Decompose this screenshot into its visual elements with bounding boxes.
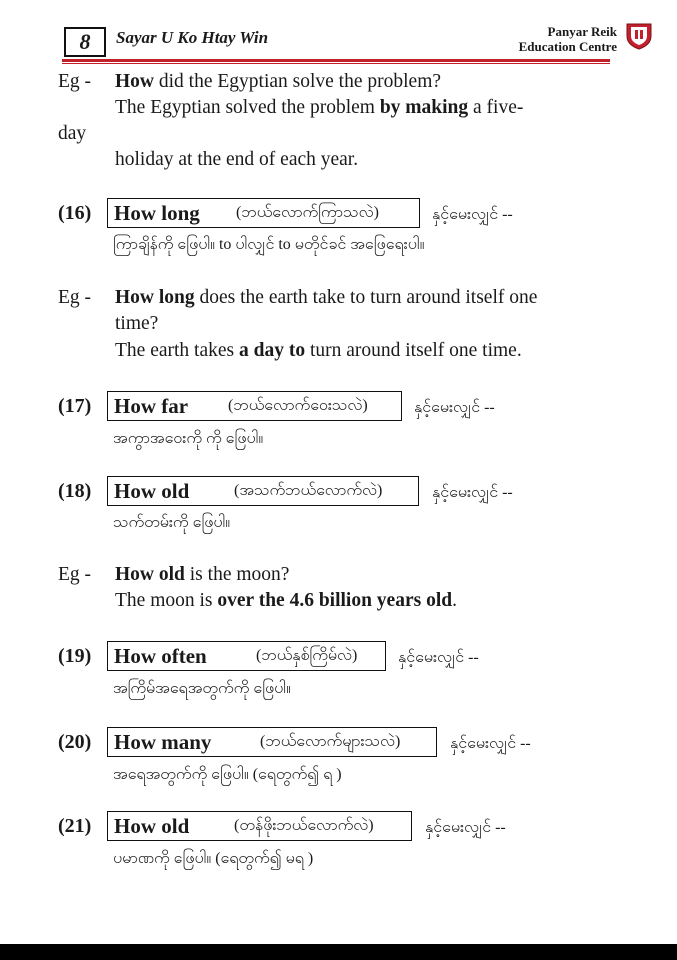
example-label: Eg - bbox=[58, 71, 92, 92]
logo-text bbox=[519, 24, 617, 54]
question-gloss: (ဘယ်နှစ်ကြိမ်လဲ) bbox=[256, 647, 358, 664]
example-text: The earth takes bbox=[115, 340, 239, 361]
section-number: (16) bbox=[58, 202, 92, 224]
question-box bbox=[107, 476, 419, 506]
section-number: (18) bbox=[58, 480, 92, 502]
question-word: How often bbox=[114, 644, 207, 668]
example-line bbox=[115, 69, 441, 95]
question-gloss: (ဘယ်လောက်ဝေးသလဲ) bbox=[228, 397, 368, 414]
page-number: 8 bbox=[64, 27, 106, 57]
logo-line1: Panyar Reik bbox=[547, 24, 617, 39]
question-word: How long bbox=[114, 201, 200, 225]
logo-line2: Education Centre bbox=[518, 39, 617, 54]
section-number: (21) bbox=[58, 815, 92, 837]
keyword-text: How long bbox=[115, 287, 195, 308]
question-word: How old bbox=[114, 479, 190, 503]
example-text: day bbox=[58, 123, 87, 144]
question-box bbox=[107, 198, 420, 228]
header-rule bbox=[62, 59, 610, 62]
question-word: How old bbox=[114, 814, 190, 838]
header-rule-thin bbox=[62, 63, 610, 64]
question-box bbox=[107, 811, 412, 841]
example-text: is the moon? bbox=[184, 564, 290, 585]
example-text: time? bbox=[115, 313, 159, 334]
keyword-text: by making bbox=[379, 97, 469, 118]
author-name: Sayar U Ko Htay Win bbox=[116, 28, 269, 47]
section-note: အကွာအဝေးကို ကို ဖြေပါ။ bbox=[113, 430, 264, 447]
question-word: How far bbox=[114, 394, 189, 418]
section-condition: နှင့်မေးလျှင် -- bbox=[425, 819, 506, 836]
keyword-text: a day to bbox=[238, 340, 306, 361]
example-text: does the earth take to turn around itself one bbox=[194, 287, 538, 308]
example-text: . bbox=[452, 590, 457, 611]
section-number: (19) bbox=[58, 645, 92, 667]
example-line bbox=[115, 338, 522, 364]
keyword-text: How old bbox=[115, 564, 185, 585]
section-note: သက်တမ်းကို ဖြေပါ။ bbox=[113, 514, 231, 531]
section-condition: နှင့်မေးလျှင် -- bbox=[432, 484, 513, 501]
question-box bbox=[107, 641, 386, 671]
example-line bbox=[115, 95, 523, 121]
example-label: Eg - bbox=[58, 287, 92, 308]
keyword-text: How bbox=[115, 71, 154, 92]
example-text: The Egyptian solved the problem bbox=[115, 97, 380, 118]
page-header bbox=[0, 0, 677, 66]
section-number: (20) bbox=[58, 731, 92, 753]
section-note: အကြိမ်အရေအတွက်ကို ဖြေပါ။ bbox=[113, 680, 291, 697]
question-gloss: (တန်ဖိုးဘယ်လောက်လဲ) bbox=[234, 817, 374, 834]
section-note: ကြာချိန်ကို ဖြေပါ။ to ပါလျှင် to မတိုင်ခင် အဖြေရေးပါ။ bbox=[113, 236, 425, 253]
section-condition: နှင့်မေးလျှင် -- bbox=[398, 649, 479, 666]
crest-icon bbox=[621, 20, 657, 50]
example-text: The moon is bbox=[115, 590, 218, 611]
section-condition: နှင့်မေးလျှင် -- bbox=[414, 399, 495, 416]
question-gloss: (ဘယ်လောက်ကြာသလဲ) bbox=[236, 204, 379, 221]
section-number: (17) bbox=[58, 395, 92, 417]
question-box bbox=[107, 391, 402, 421]
example-line bbox=[115, 147, 358, 173]
section-condition: နှင့်မေးလျှင် -- bbox=[432, 206, 513, 223]
example-label: Eg - bbox=[58, 564, 92, 585]
question-word: How many bbox=[114, 730, 212, 754]
section-note: ပမာဏကို ဖြေပါ။ (ရေတွက်၍ မရ ) bbox=[113, 850, 314, 867]
example-line bbox=[58, 121, 86, 147]
example-text: a five- bbox=[468, 97, 524, 118]
example-text: turn around itself one time. bbox=[305, 340, 522, 361]
keyword-text: over the 4.6 billion years old bbox=[217, 590, 453, 611]
example-line bbox=[115, 311, 158, 337]
example-line bbox=[115, 562, 289, 588]
example-text: holiday at the end of each year. bbox=[115, 149, 359, 170]
question-box bbox=[107, 727, 437, 757]
section-note: အရေအတွက်ကို ဖြေပါ။ (ရေတွက်၍ ရ ) bbox=[113, 766, 342, 783]
example-line bbox=[115, 588, 457, 614]
question-gloss: (ဘယ်လောက်များသလဲ) bbox=[260, 733, 401, 750]
example-text: did the Egyptian solve the problem? bbox=[154, 71, 442, 92]
section-condition: နှင့်မေးလျှင် -- bbox=[450, 735, 531, 752]
example-line bbox=[115, 285, 537, 311]
question-gloss: (အသက်ဘယ်လောက်လဲ) bbox=[234, 482, 383, 499]
footer-bar bbox=[0, 944, 677, 960]
